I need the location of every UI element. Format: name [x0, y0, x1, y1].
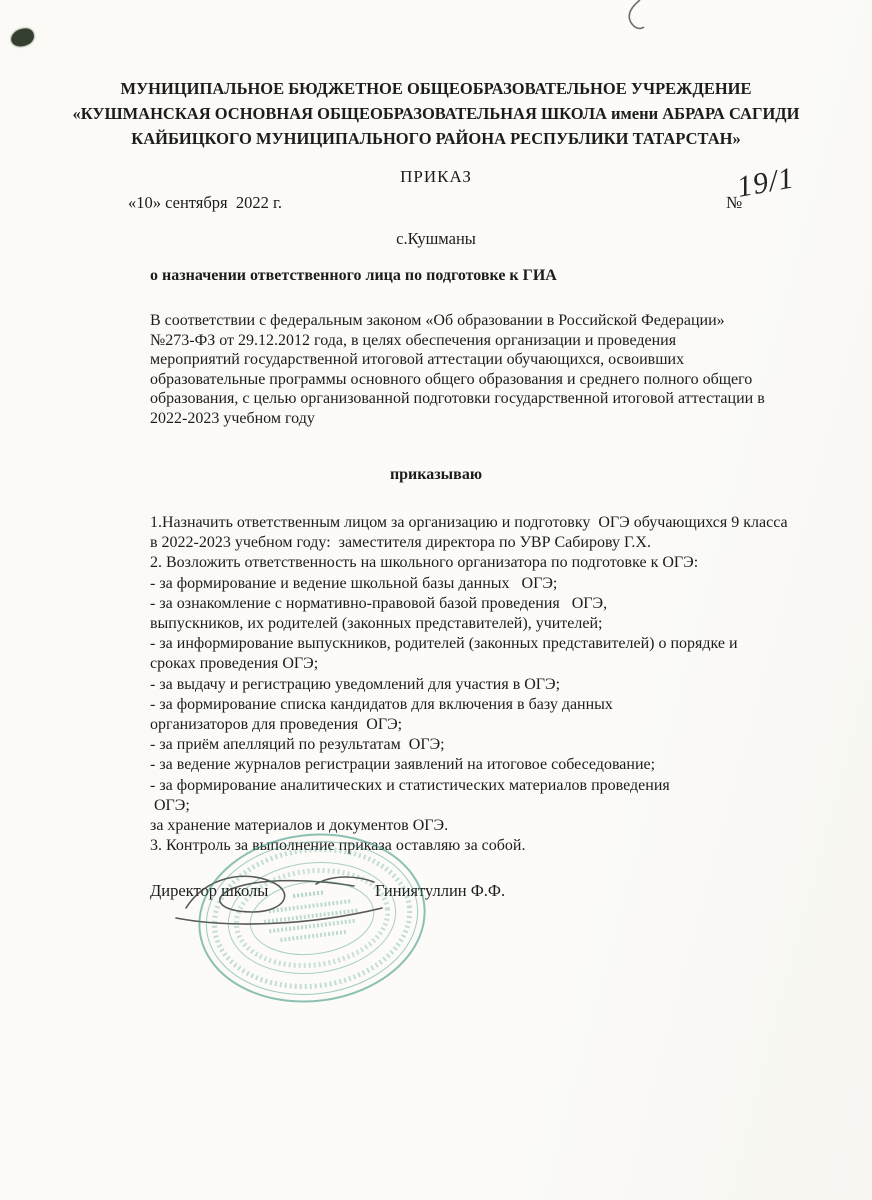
org-header-line: МУНИЦИПАЛЬНОЕ БЮДЖЕТНОЕ ОБЩЕОБРАЗОВАТЕЛЬНОЕ УЧРЕЖДЕНИЕ — [120, 79, 752, 98]
org-header-line: КАЙБИЦКОГО МУНИЦИПАЛЬНОГО РАЙОНА РЕСПУБЛИКИ ТАТАРСТАН» — [131, 129, 741, 148]
doc-number-label: № — [726, 193, 743, 212]
org-header — [40, 76, 832, 151]
order-line: - за формирование списка кандидатов для включения в базу данных — [150, 695, 613, 713]
org-header-line: «КУШМАНСКАЯ ОСНОВНАЯ ОБЩЕОБРАЗОВАТЕЛЬНАЯ ШКОЛА имени АБРАРА САГИДИ — [72, 104, 800, 123]
preamble — [150, 311, 840, 428]
order-line: - за выдачу и регистрацию уведомлений для участия в ОГЭ; — [150, 675, 561, 693]
order-line: в 2022-2023 учебном году: заместителя директора по УВР Сабирову Г.Х. — [150, 534, 651, 552]
date-line: «10» сентября 2022 г. — [128, 193, 283, 212]
scan-artifact-pen-mark — [616, 0, 652, 34]
order-line: - за формирование аналитических и статистических материалов проведения — [150, 776, 670, 794]
official-stamp — [192, 828, 432, 1008]
preamble-line: №273-ФЗ от 29.12.2012 года, в целях обеспечения организации и проведения — [150, 331, 677, 349]
signature-role: Директор школы — [150, 881, 269, 900]
preamble-line: В соответствии с федеральным законом «Об образовании в Российской Федерации» — [150, 312, 725, 329]
order-line: - за информирование выпускников, родителей (законных представителей) о порядке и — [150, 635, 738, 653]
signature-name: Гиниятуллин Ф.Ф. — [375, 881, 506, 900]
handwritten-doc-number: 19/1 — [734, 161, 797, 204]
order-line: выпускников, их родителей (законных представителей), учителей; — [150, 615, 603, 633]
order-line: - за ознакомление с нормативно-правовой базой проведения ОГЭ, — [150, 594, 608, 612]
order-line: 3. Контроль за выполнение приказа оставляю за собой. — [150, 837, 526, 855]
order-line: - за приём апелляций по результатам ОГЭ; — [150, 736, 445, 754]
preamble-line: образовательные программы основного общего образования и среднего полного общего — [150, 370, 753, 388]
preamble-line: мероприятий государственной итоговой аттестации обучающихся, освоивших — [150, 351, 685, 368]
doc-type-title: ПРИКАЗ — [400, 167, 472, 186]
order-line: 2. Возложить ответственность на школьного организатора по подготовке к ОГЭ: — [150, 554, 699, 572]
order-line: сроках проведения ОГЭ; — [150, 655, 319, 673]
order-keyword: приказываю — [389, 466, 483, 483]
order-line: ОГЭ; — [150, 796, 190, 814]
scan-artifact-blob — [9, 27, 35, 48]
order-list — [150, 513, 850, 856]
place-line: с.Кушманы — [396, 229, 476, 248]
subject-line: о назначении ответственного лица по подготовке к ГИА — [150, 267, 557, 284]
order-line: - за формирование и ведение школьной базы данных ОГЭ; — [150, 574, 558, 592]
order-line: 1.Назначить ответственным лицом за организацию и подготовку ОГЭ обучающихся 9 класса — [150, 514, 788, 531]
preamble-line: 2022-2023 учебном году — [150, 409, 315, 427]
order-line: организаторов для проведения ОГЭ; — [150, 716, 403, 734]
order-line: - за ведение журналов регистрации заявлений на итоговое собеседование; — [150, 756, 656, 774]
order-line: за хранение материалов и документов ОГЭ. — [150, 817, 449, 835]
preamble-line: образования, с целью организованной подготовки государственной итоговой аттестации в — [150, 390, 765, 407]
